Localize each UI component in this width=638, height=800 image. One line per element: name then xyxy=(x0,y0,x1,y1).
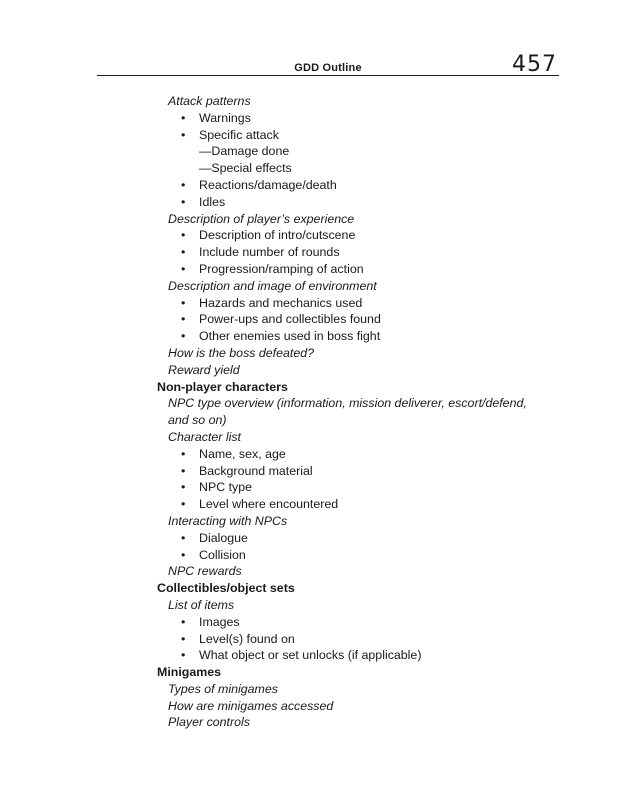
bullet-item: • Hazards and mechanics used xyxy=(157,295,537,312)
section-heading: Non-player characters xyxy=(157,379,288,394)
subsection-item: Description and image of environment xyxy=(168,278,377,293)
header-title: GDD Outline xyxy=(294,62,362,74)
bullet-item: • Reactions/damage/death xyxy=(157,177,537,194)
bullet-item: • Level(s) found on xyxy=(157,631,537,648)
bullet-item: • Description of intro/cutscene xyxy=(157,227,537,244)
bullet-item: • Idles xyxy=(157,194,537,211)
bullet-item: • Dialogue xyxy=(157,530,537,547)
subsection-item: NPC rewards xyxy=(168,564,242,579)
subsection-item: List of items xyxy=(168,597,235,612)
bullet-item: • Progression/ramping of action xyxy=(157,261,537,278)
bullet-item: • Other enemies used in boss fight xyxy=(157,328,537,345)
subsection-item: Reward yield xyxy=(168,362,240,377)
bullet-item: • NPC type xyxy=(157,479,537,496)
subsection-item: NPC type overview (information, mission deliverer, escort/defend, xyxy=(168,396,527,411)
subsection-item: Attack patterns xyxy=(168,94,251,108)
bullet-item: • Background material xyxy=(157,463,537,480)
dash-item: —Damage done xyxy=(199,144,290,159)
subsection-item: Description of player’s experience xyxy=(168,211,355,226)
subsection-item: and so on) xyxy=(168,413,227,428)
section-heading: Minigames xyxy=(157,665,222,680)
header-rule xyxy=(97,75,559,76)
subsection-item: Interacting with NPCs xyxy=(168,513,288,528)
bullet-item: • Include number of rounds xyxy=(157,244,537,261)
subsection-item: How is the boss defeated? xyxy=(168,345,315,360)
subsection-item: Types of minigames xyxy=(168,681,278,696)
bullet-item: • What object or set unlocks (if applicable) xyxy=(157,647,537,664)
bullet-item: • Collision xyxy=(157,547,537,564)
bullet-item: • Power-ups and collectibles found xyxy=(157,311,537,328)
bullet-item: • Name, sex, age xyxy=(157,446,537,463)
bullet-item: • Warnings xyxy=(157,110,537,127)
section-heading: Collectibles/object sets xyxy=(157,581,295,596)
subsection-item: Player controls xyxy=(168,715,250,730)
subsection-item: Character list xyxy=(168,429,241,444)
bullet-item: • Level where encountered xyxy=(157,496,537,513)
running-header xyxy=(97,52,559,76)
bullet-item: • Images xyxy=(157,614,537,631)
subsection-item: How are minigames accessed xyxy=(168,698,334,713)
bullet-item: • Specific attack xyxy=(157,127,537,144)
dash-item: —Special effects xyxy=(199,161,292,176)
outline-content xyxy=(157,93,537,731)
page-number: 457 xyxy=(512,52,557,77)
